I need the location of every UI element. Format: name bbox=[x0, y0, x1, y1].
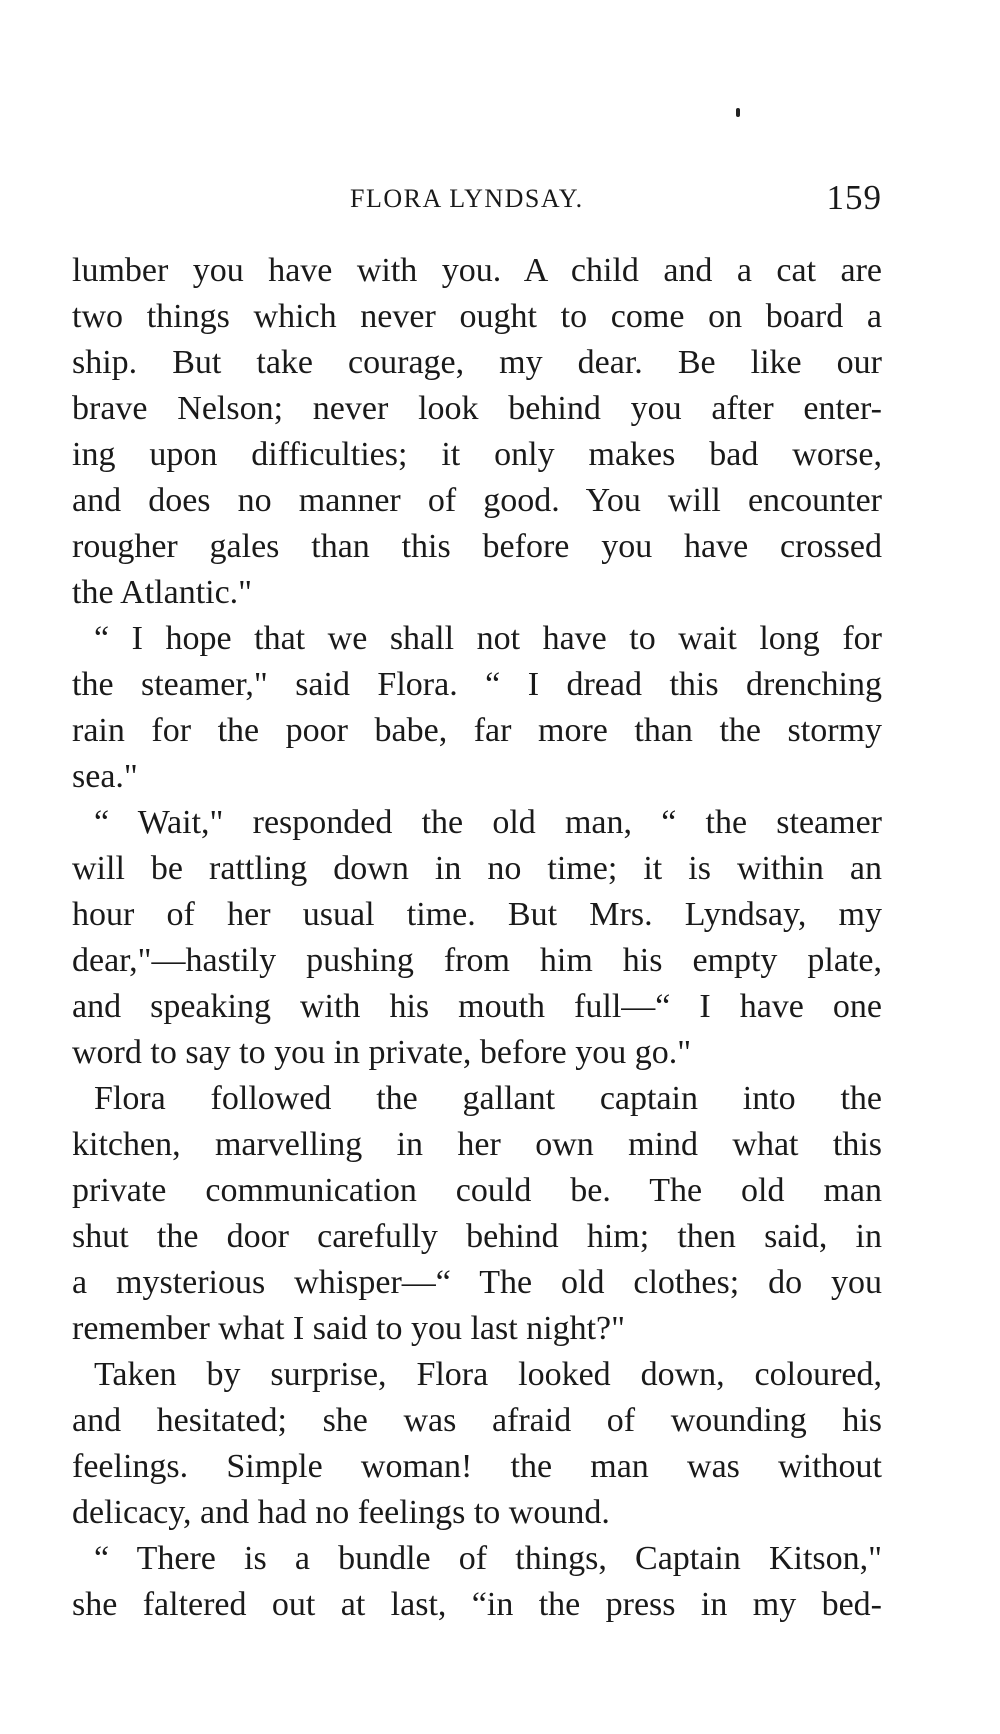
text-line: rain for the poor babe, far more than the stormy bbox=[72, 712, 882, 749]
text-line: remember what I said to you last night?" bbox=[72, 1310, 626, 1347]
text-line: Taken by surprise, Flora looked down, coloured, bbox=[94, 1356, 882, 1393]
text-line: feelings. Simple woman! the man was without bbox=[72, 1448, 882, 1485]
text-line: kitchen, marvelling in her own mind what this bbox=[72, 1126, 882, 1163]
body-text bbox=[72, 248, 882, 1628]
ink-speck bbox=[736, 108, 740, 117]
text-line: delicacy, and had no feelings to wound. bbox=[72, 1494, 610, 1531]
text-line: brave Nelson; never look behind you after enter- bbox=[72, 390, 882, 427]
text-line: two things which never ought to come on board a bbox=[72, 298, 882, 335]
text-line: the steamer," said Flora. “ I dread this drenching bbox=[72, 666, 882, 703]
text-line: hour of her usual time. But Mrs. Lyndsay, my bbox=[72, 896, 882, 933]
text-line: shut the door carefully behind him; then said, in bbox=[72, 1218, 882, 1255]
text-line: ship. But take courage, my dear. Be like our bbox=[72, 344, 882, 381]
text-line: word to say to you in private, before you go." bbox=[72, 1034, 692, 1071]
page-number: 159 bbox=[826, 178, 882, 217]
text-line: Flora followed the gallant captain into the bbox=[94, 1080, 882, 1117]
text-line: ing upon difficulties; it only makes bad worse, bbox=[72, 436, 882, 473]
text-line: she faltered out at last, “in the press in my bed- bbox=[72, 1586, 882, 1623]
text-line: private communication could be. The old man bbox=[72, 1172, 882, 1209]
text-line: “ There is a bundle of things, Captain Kitson," bbox=[94, 1540, 882, 1577]
text-line: and speaking with his mouth full—“ I have one bbox=[72, 988, 882, 1025]
text-line: and does no manner of good. You will encounter bbox=[72, 482, 882, 519]
text-line: sea." bbox=[72, 758, 138, 795]
text-line: dear,"—hastily pushing from him his empty plate, bbox=[72, 942, 882, 979]
text-line: the Atlantic." bbox=[72, 574, 253, 611]
text-line: “ I hope that we shall not have to wait long for bbox=[94, 620, 882, 657]
running-head bbox=[72, 178, 882, 222]
text-line: and hesitated; she was afraid of wounding his bbox=[72, 1402, 882, 1439]
text-line: “ Wait," responded the old man, “ the steamer bbox=[94, 804, 882, 841]
running-title: FLORA LYNDSAY. bbox=[350, 184, 584, 213]
text-line: a mysterious whisper—“ The old clothes; do you bbox=[72, 1264, 882, 1301]
text-line: rougher gales than this before you have crossed bbox=[72, 528, 882, 565]
text-line: will be rattling down in no time; it is within an bbox=[72, 850, 882, 887]
text-line: lumber you have with you. A child and a cat are bbox=[72, 252, 882, 289]
